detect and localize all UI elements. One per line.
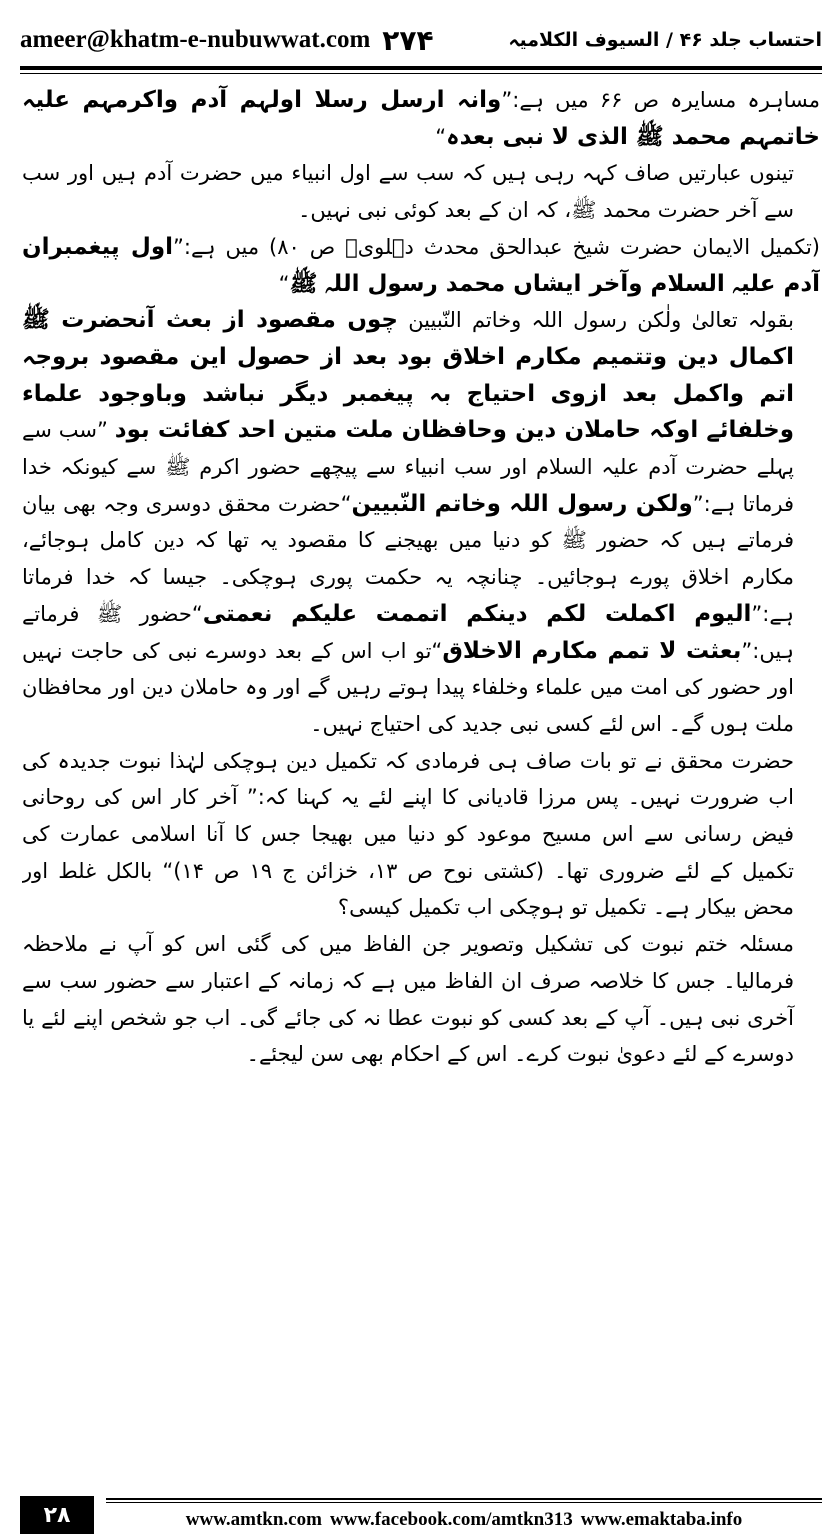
takmeel-intro: (تکمیل الایمان حضرت شیخ عبدالحق محدث دہلویؒ ص ۸۰) میں ہے:” — [173, 234, 820, 259]
paragraph-three-statements: تینوں عبارتیں صاف کہہ رہی ہیں کہ سب سے اول انبیاء میں حضرت آدم ہیں اور سب سے آخر حضرت محمد ﷺ، کہ ان کے بعد کوئی نبی نہیں۔ — [22, 161, 794, 223]
urdu-translation-2: “حضرت محقق دوسری وجہ بھی بیان فرماتے ہیں کہ حضور ﷺ کو دنیا میں بھیجنے کا مقصود یہ تھا کہ دین کامل ہوجائے، مکارم اخلاق پورے ہوجائیں۔ چنانچہ یہ حکمت پوری ہوچکی۔ جیسا کہ خدا فرماتا ہے:” — [22, 491, 794, 626]
footer-link-emaktaba[interactable]: www.emaktaba.info — [580, 1509, 743, 1530]
page-footer — [20, 1496, 822, 1534]
header-rule-thick — [20, 66, 822, 70]
header-page-number: ۲۷۴ — [382, 23, 434, 57]
paragraph-khatm-summary: مسئلہ ختم نبوت کی تشکیل وتصویر جن الفاظ میں کی گئی اس کو آپ نے ملاحظہ فرمالیا۔ جس کا خلاصہ صرف ان الفاظ میں ہے کہ زمانہ کے اعتبار سے حضور سب سے آخری نبی ہیں۔ آپ کے بعد کسی کو نبوت عطا نہ کی جائے گی۔ اب جو شخص اپنے لئے یا دوسرے کے لئے دعویٰ نبوت کرے۔ اس کے احکام بھی سن لیجئے۔ — [22, 932, 794, 1067]
footer-rule-thin — [106, 1502, 822, 1503]
quran-reference: بقولہ تعالیٰ ولٰکن رسول اللہ وخاتم النّبیین — [408, 308, 794, 333]
header-email: ameer@khatm-e-nubuwwat.com — [20, 26, 371, 53]
urdu-translation-3: “حضور ﷺ فرماتے ہیں:” — [22, 601, 794, 663]
persian-quote-bisat: چوں مقصود از بعث آنحضرت ﷺ اکمال دین وتتمیم مکارم اخلاق بود بعد از حصول این مقصود بروجہ اتم واکمل بعد ازوی احتیاج بہ پیغمبر دیگر نباشد وباوجود علماء وخلفائے اوکہ حاملان دین وحافظان ملت متین احد کفائت بود — [22, 307, 795, 444]
page-header — [20, 18, 822, 62]
arabic-quote-musayara: وانہ ارسل رسلا اولہم آدم واکرمہم علیہ خاتمہم محمد ﷺ الذی لا نبی بعدہ — [22, 87, 820, 150]
arabic-hadith-bisat: بعثت لا تمم مکارم الاخلاق — [442, 637, 742, 664]
footer-links — [106, 1506, 822, 1534]
footer-page-badge: ۲۸ — [20, 1496, 94, 1534]
header-rule-thin — [20, 73, 822, 74]
persian-quote-takmeel: اول پیغمبران آدم علیہ السلام وآخر ایشاں محمد رسول اللہ ﷺ — [22, 233, 820, 297]
paragraph-mirza-claim: حضرت محقق نے تو بات صاف ہی فرمادی کہ تکمیل دین ہوچکی لہٰذا نبوت جدیدہ کی اب ضرورت نہیں۔ پس مرزا قادیانی کا اپنے لئے یہ کہنا کہ:” آخر کار اس کی روحانی فیض رسانی سے اس مسیح موعود کو دنیا میں بھیجا جس کا آنا اسلامی عمارت کی تکمیل کے لئے ضروری تھا۔ (کشتی نوح ص ۱۳، خزائن ج ۱۹ ص ۱۴)“ بالکل غلط اور محض بیکار ہے۔ تکمیل تو ہوچکی اب تکمیل کیسی؟ — [22, 748, 794, 920]
page-body — [22, 82, 820, 1472]
header-book-title: احتساب جلد ۴۶ / السیوف الکلامیہ — [508, 29, 822, 51]
arabic-verse-al-yawm: الیوم اکملت لکم دینکم اتممت علیکم نعمتی — [202, 600, 752, 627]
urdu-translation-1: ”سب سے پہلے حضرت آدم علیہ السلام اور سب انبیاء سے پیچھے حضور اکرم ﷺ سے کیونکہ خدا فرماتا ہے:” — [22, 418, 794, 516]
takmeel-closing-quote: “ — [278, 271, 290, 296]
urdu-translation-4: “تو اب اس کے بعد دوسرے نبی کی حاجت نہیں اور حضور کی امت میں علماء وخلفاء پیدا ہوتے رہیں گے اور وہ حاملان دین اور محافظان ملت ہوں گے۔ اس لئے کسی نبی جدید کی احتیاج نہیں۔ — [22, 638, 794, 736]
paragraph-takmeel-ul-iman — [22, 229, 820, 302]
musayara-closing-quote: “ — [435, 124, 447, 149]
footer-link-amtkn[interactable]: www.amtkn.com — [185, 1509, 322, 1530]
musayara-intro: مساہرہ مسایرہ ص ۶۶ میں ہے:” — [501, 88, 820, 112]
paragraph-explanation — [22, 302, 820, 742]
footer-rule-thick — [106, 1498, 822, 1500]
header-left-group — [20, 18, 434, 62]
paragraph-musayara — [22, 82, 820, 155]
arabic-verse-khatam: ولکن رسول اللہ وخاتم النّبیین — [351, 490, 693, 517]
footer-link-facebook[interactable]: www.facebook.com/amtkn313 — [329, 1509, 573, 1530]
